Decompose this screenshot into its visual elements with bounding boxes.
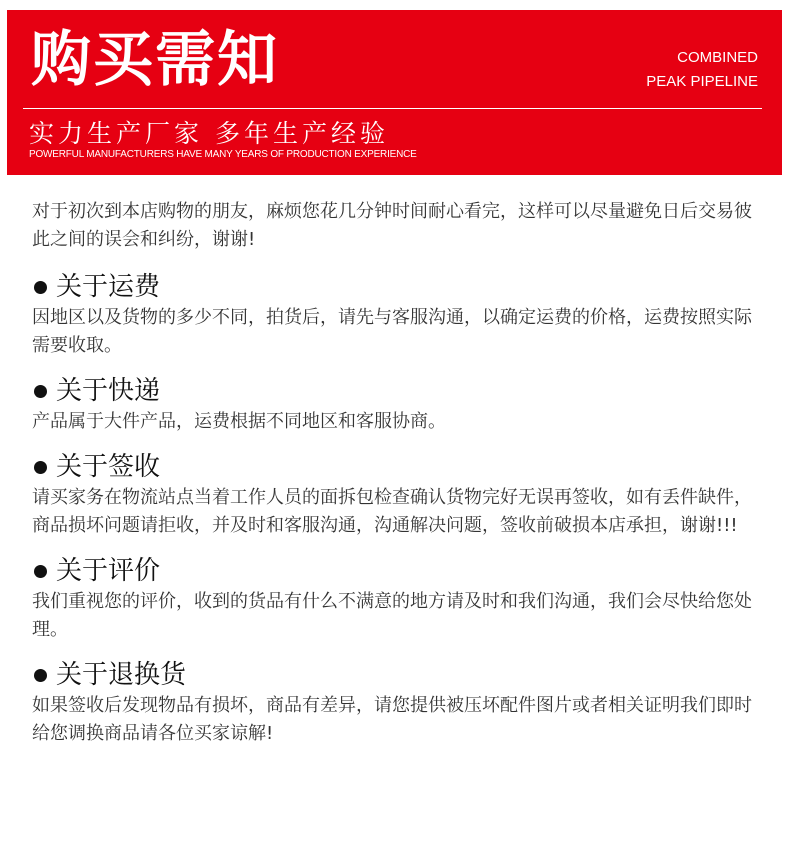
slogan: 实力生产厂家 多年生产经验 [29,119,389,148]
section-heading-shipping-fee [32,270,762,304]
section-text-review: 我们重视您的评价，收到的货品有什么不满意的地方请及时和我们沟通，我们会尽快给您处理。 [32,591,752,640]
bullet-icon [34,385,47,398]
section-heading-review [32,554,762,588]
brand-line-1: COMBINED [677,49,758,66]
header-banner [7,10,782,175]
section-heading-returns [32,658,762,692]
divider [23,108,762,109]
bullet-icon [34,669,47,682]
section-heading-label: 关于快递 [56,376,161,406]
section-text-courier: 产品属于大件产品，运费根据不同地区和客服协商。 [32,411,446,432]
section-text-returns: 如果签收后发现物品有损坏，商品有差异，请您提供被压坏配件图片或者相关证明我们即时给您调换商品请各位买家谅解! [32,695,752,744]
section-heading-label: 关于评价 [56,556,161,586]
brand-line-2: PEAK PIPELINE [646,73,758,90]
section-heading-label: 关于运费 [56,272,161,302]
section-heading-label: 关于签收 [56,452,161,482]
bullet-icon [34,461,47,474]
bullet-icon [34,565,47,578]
page-title: 购买需知 [31,25,279,95]
intro-text: 对于初次到本店购物的朋友，麻烦您花几分钟时间耐心看完，这样可以尽量避免日后交易彼此之间的误会和纠纷，谢谢! [32,201,752,250]
slogan-english: POWERFUL MANUFACTURERS HAVE MANY YEARS OF PRODUCTION EXPERIENCE [29,149,417,160]
section-text-shipping-fee: 因地区以及货物的多少不同，拍货后，请先与客服沟通，以确定运费的价格，运费按照实际需要收取。 [32,307,752,356]
bullet-icon [34,281,47,294]
section-heading-courier [32,374,762,408]
section-heading-label: 关于退换货 [56,660,187,690]
notice-content [32,198,762,748]
section-heading-receipt [32,450,762,484]
section-text-receipt: 请买家务在物流站点当着工作人员的面拆包检查确认货物完好无误再签收，如有丢件缺件，商品损坏问题请拒收，并及时和客服沟通，沟通解决问题，签收前破损本店承担，谢谢!!! [32,487,752,536]
